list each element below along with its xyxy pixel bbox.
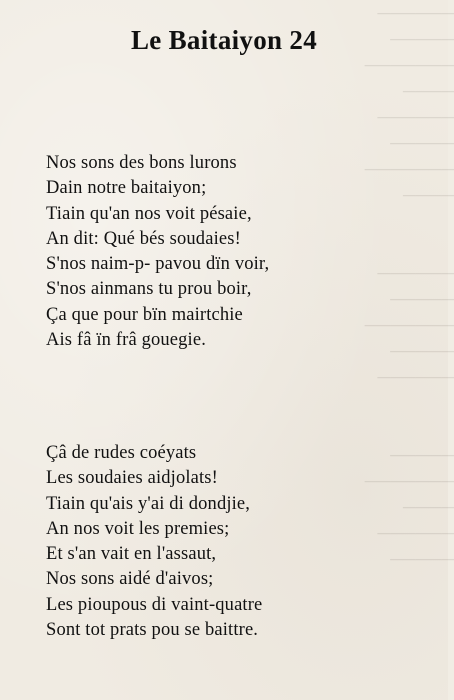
verse-line: Les pioupous di vaint-quatre [46,594,263,615]
verse-line: S'nos ainmans tu prou boir, [46,279,252,300]
verse-line: Et s'an vait en l'assaut, [46,544,217,565]
verse-line: S'nos naim-p- pavou dïn voir, [46,254,270,275]
verse-line: Dain notre baitaiyon; [46,178,207,199]
verse-line: Nos sons des bons lurons [46,153,237,173]
stanza-1 [46,151,269,353]
verse-line: An nos voit les premies; [46,518,230,539]
verse-line: Les soudaies aidjolats! [46,468,218,489]
verse-line: Ça que pour bïn mairtchie [46,304,243,325]
verse-line: Tiain qu'ais y'ai di dondjie, [46,493,251,514]
verse-line: Çâ de rudes coéyats [46,443,197,463]
verse-line: An dit: Qué bés soudaies! [46,228,241,249]
bleed-through-texture: ────── ───── ─────── ──── ────── ───── ─────── ──── ────── ───── ─────── ───── ────── ───── ─────── ──── ────── ───── [364,3,454,569]
poem-title: Le Baitaiyon 24 [130,25,317,55]
verse-line: Sont tot prats pou se baittre. [46,620,259,641]
verse-line: Nos sons aidé d'aivos; [46,569,214,590]
stanza-2 [46,441,262,643]
verse-line: Tiain qu'an nos voit pésaie, [46,203,252,224]
verse-line: Ais fâ ïn frâ gouegie. [46,330,206,351]
